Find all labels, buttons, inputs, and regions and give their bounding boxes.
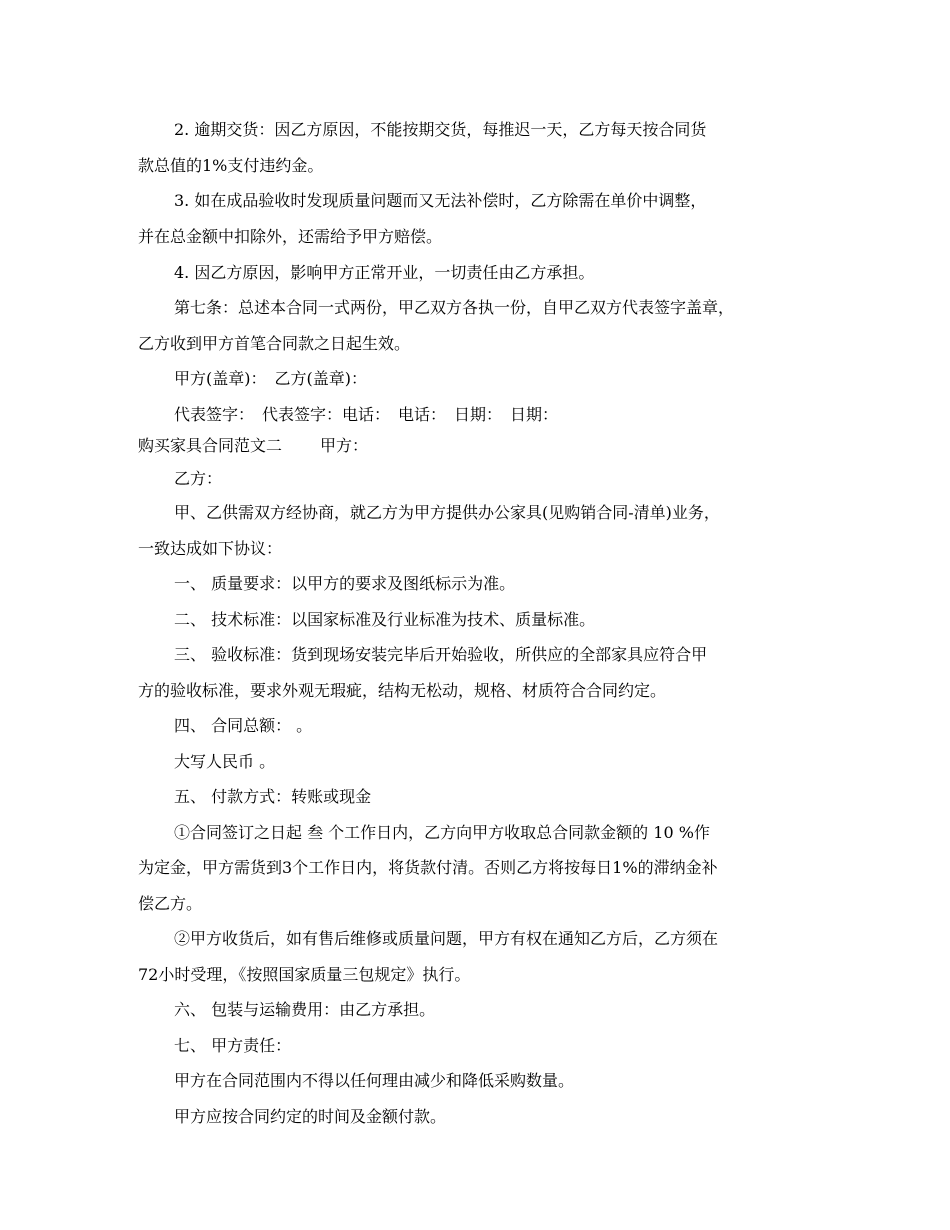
party-a-duty-1: 甲方在合同范围内不得以任何理由减少和降低采购数量。 (174, 1071, 575, 1090)
section-7-party-a: 七、 甲方责任： (174, 1036, 292, 1055)
section-3-acceptance-line-1: 三、 验收标准：货到现场安装完毕后开始验收，所供应的全部家具应符合甲 (174, 645, 708, 664)
section-1-quality: 一、 质量要求：以甲方的要求及图纸标示为准。 (174, 574, 516, 593)
payment-item-2-line-2: 72小时受理，《按照国家质量三包规定》执行。 (138, 965, 471, 984)
party-a-label: 甲方： (320, 436, 369, 455)
section-4-total: 四、 合同总额： 。 (174, 716, 313, 735)
amount-in-words: 大写人民币 。 (174, 752, 276, 771)
clause-2-line-2: 款总值的1%支付违约金。 (138, 156, 324, 175)
contract-title: 购买家具合同范文二 (138, 436, 283, 455)
party-seal-line: 甲方(盖章)： 乙方(盖章)： (174, 369, 367, 388)
signature-line: 代表签字： 代表签字：电话： 电话： 日期： 日期： (174, 405, 559, 424)
payment-item-2-line-1: ②甲方收货后，如有售后维修或质量问题，甲方有权在通知乙方后，乙方须在 (174, 929, 719, 948)
clause-4-line: 4. 因乙方原因，影响甲方正常开业，一切责任由乙方承担。 (174, 263, 595, 282)
section-3-acceptance-line-2: 方的验收标准，要求外观无瑕疵，结构无松动，规格、材质符合合同约定。 (138, 681, 667, 700)
intro-line-2: 一致达成如下协议： (138, 539, 283, 558)
clause-3-line-1: 3. 如在成品验收时发现质量问题而又无法补偿时，乙方除需在单价中调整， (174, 191, 707, 210)
article-7-line-2: 乙方收到甲方首笔合同款之日起生效。 (138, 334, 411, 353)
article-7-line-1: 第七条：总述本合同一式两份，甲乙双方各执一份，自甲乙双方代表签字盖章， (174, 298, 735, 317)
section-5-payment: 五、 付款方式：转账或现金 (174, 787, 372, 806)
payment-item-1-line-1: ①合同签订之日起 叁 个工作日内，乙方向甲方收取总合同款金额的 10 %作 (174, 823, 710, 842)
section-6-packaging: 六、 包装与运输费用：由乙方承担。 (174, 1000, 436, 1019)
party-a-duty-2: 甲方应按合同约定的时间及金额付款。 (174, 1107, 447, 1126)
clause-3-line-2: 并在总金额中扣除外，还需给予甲方赔偿。 (138, 227, 443, 246)
contract-title-line (138, 435, 368, 457)
party-b-label: 乙方： (174, 469, 223, 488)
intro-line-1: 甲、乙供需双方经协商，就乙方为甲方提供办公家具(见购销合同-清单)业务， (174, 503, 720, 522)
payment-item-1-line-2: 为定金，甲方需货到3个工作日内，将货款付清。否则乙方将按每日1%的滞纳金补 (138, 858, 718, 877)
payment-item-1-line-3: 偿乙方。 (138, 894, 203, 913)
section-2-technical: 二、 技术标准：以国家标准及行业标准为技术、质量标准。 (174, 610, 596, 629)
clause-2-line-1: 2. 逾期交货：因乙方原因，不能按期交货，每推迟一天，乙方每天按合同货 (174, 120, 707, 139)
